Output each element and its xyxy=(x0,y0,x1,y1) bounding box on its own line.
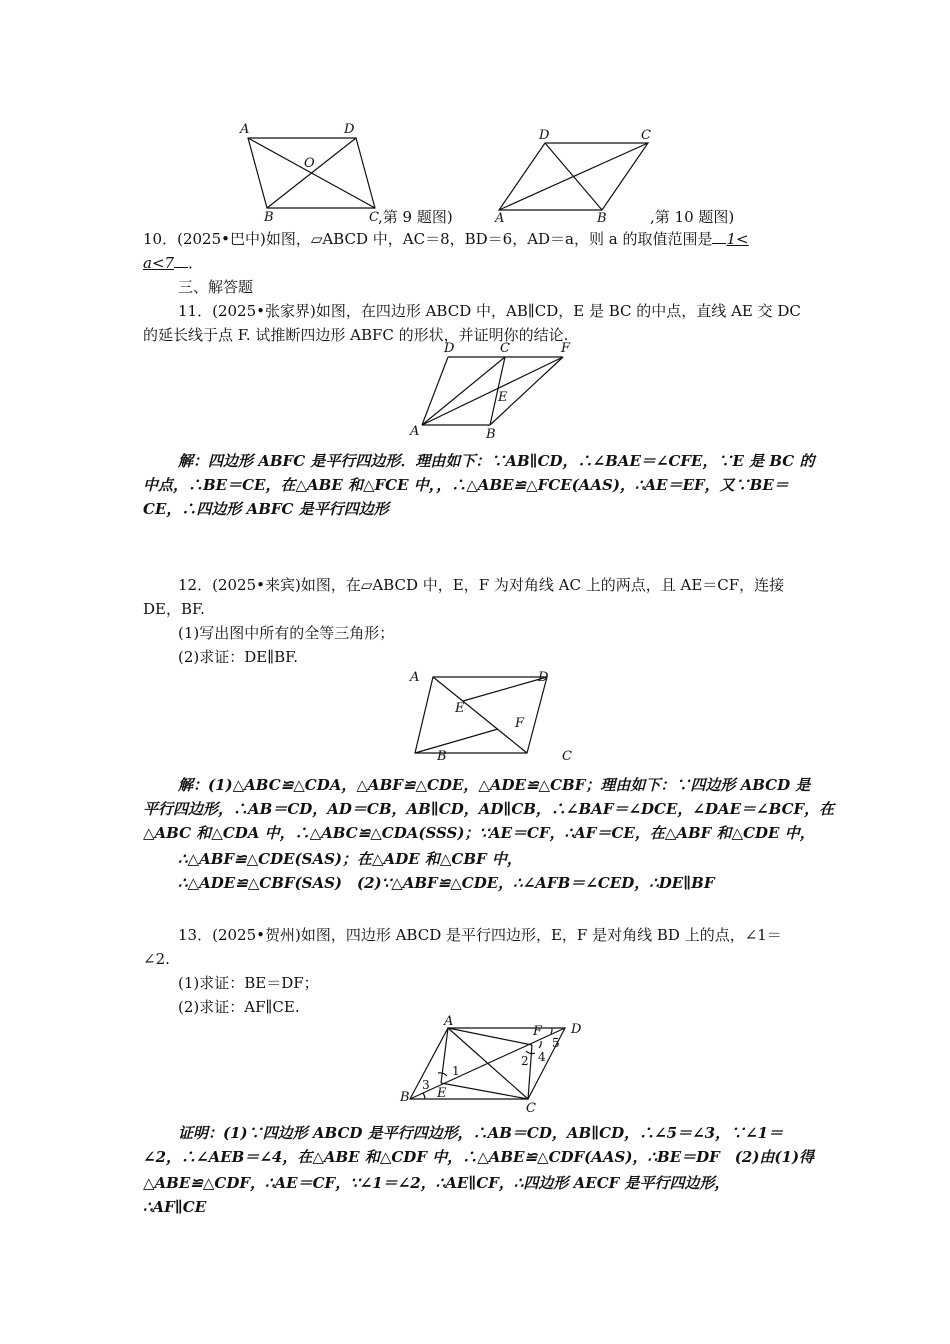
q10-text: 10．(2025•巴中)如图，▱ABCD 中，AC＝8，BD＝6，AD＝a，则 a 的取值范围是 xyxy=(143,230,713,248)
figure-11 xyxy=(405,340,585,445)
q12-line1: 12．(2025•来宾)如图，在▱ABCD 中，E，F 为对角线 AC 上的两点，且 AE＝CF，连接 xyxy=(178,576,785,594)
q10-line1 xyxy=(143,228,808,250)
q10-answer-2: a<7 xyxy=(143,254,175,272)
label-A: A xyxy=(495,211,505,226)
section-heading: 三、解答题 xyxy=(178,278,254,296)
q13-line2: ∠2. xyxy=(143,950,170,968)
angle-3: 3 xyxy=(422,1078,430,1092)
q13-solution-2: ∠2，∴∠AEB＝∠4，在△ABE 和△CDF 中，∴△ABE≌△CDF(AAS)，∴BE＝DF (2)由(1)得 xyxy=(143,1148,815,1166)
label-C: C xyxy=(526,1101,536,1116)
label-B: B xyxy=(400,1090,410,1105)
q13-solution-3: △ABE≌△CDF，∴AE＝CF，∵∠1＝∠2，∴AE∥CF，∴四边形 AECF 是平行四边形， xyxy=(143,1174,730,1192)
q11-solution-3: CE，∴四边形 ABFC 是平行四边形 xyxy=(143,500,389,518)
label-D: D xyxy=(571,1022,582,1037)
figure-13 xyxy=(395,1015,595,1115)
q13-part1: (1)求证：BE＝DF； xyxy=(178,974,319,992)
angle-5: 5 xyxy=(552,1036,560,1050)
q12-line2: DE，BF. xyxy=(143,600,205,618)
label-B: B xyxy=(597,211,607,226)
label-A: A xyxy=(240,122,250,137)
label-C: C xyxy=(562,749,572,764)
q10-line2 xyxy=(143,252,808,274)
q10-end: ． xyxy=(188,254,204,272)
angle-4: 4 xyxy=(538,1050,546,1064)
q12-solution-2: 平行四边形，∴AB＝CD，AD＝CB，AB∥CD，AD∥CB，∴∠BAF＝∠DCE，∠DAE＝∠BCF，在 xyxy=(143,800,835,818)
label-D: D xyxy=(539,128,550,143)
label-D: D xyxy=(344,122,355,137)
q12-part2: (2)求证：DE∥BF. xyxy=(178,648,299,666)
label-E: E xyxy=(455,701,465,716)
q11-line1: 11．(2025•张家界)如图，在四边形 ABCD 中，AB∥CD，E 是 BC 的中点，直线 AE 交 DC xyxy=(178,302,801,320)
label-O: O xyxy=(304,156,315,171)
q13-line1: 13．(2025•贺州)如图，四边形 ABCD 是平行四边形，E，F 是对角线 BD 上的点，∠1＝ xyxy=(178,926,782,944)
label-C: C xyxy=(500,341,510,356)
label-C: C xyxy=(641,128,651,143)
q13-solution-1: 证明：(1)∵四边形 ABCD 是平行四边形，∴AB＝CD，AB∥CD，∴∠5＝∠3，∵∠1＝ xyxy=(178,1124,784,1142)
label-F: F xyxy=(561,341,571,356)
q12-part1: (1)写出图中所有的全等三角形； xyxy=(178,624,395,642)
label-B: B xyxy=(486,427,496,442)
q10-answer-1: 1< xyxy=(726,230,749,248)
q13-solution-4: ∴AF∥CE xyxy=(143,1198,207,1216)
q11-line2: 的延长线于点 F. 试推断四边形 ABFC 的形状，并证明你的结论. xyxy=(143,326,569,344)
angle-2: 2 xyxy=(521,1054,529,1068)
figure-10-caption: ,第 10 题图) xyxy=(650,208,735,226)
q12-solution-1: 解：(1)△ABC≌△CDA，△ABF≌△CDE，△ADE≌△CBF；理由如下：∵四边形 ABCD 是 xyxy=(178,776,811,794)
label-A: A xyxy=(444,1014,454,1029)
figure-10 xyxy=(495,125,665,230)
q11-solution-1: 解：四边形 ABFC 是平行四边形．理由如下：∵AB∥CD，∴∠BAE＝∠CFE，∵E 是 BC 的 xyxy=(178,452,815,470)
q11-solution-2: 中点，∴BE＝CE，在△ABE 和△FCE 中，，∴△ABE≌△FCE(AAS)，∴AE＝EF，又∵BE＝ xyxy=(143,476,789,494)
label-B: B xyxy=(437,749,447,764)
angle-1: 1 xyxy=(452,1064,460,1078)
label-D: D xyxy=(444,341,455,356)
label-C: C xyxy=(369,210,379,225)
q13-part2: (2)求证：AF∥CE. xyxy=(178,998,300,1016)
label-A: A xyxy=(410,424,420,439)
label-D: D xyxy=(538,670,549,685)
q12-solution-5: ∴△ADE≌△CBF(SAS) (2)∵△ABF≌△CDE，∴∠AFB＝∠CED，∴DE∥BF xyxy=(178,874,715,892)
figure-12 xyxy=(405,667,585,767)
figure-9-caption: ,第 9 题图) xyxy=(378,208,453,226)
label-E: E xyxy=(498,390,508,405)
label-A: A xyxy=(410,670,420,685)
label-E: E xyxy=(437,1086,447,1101)
label-F: F xyxy=(533,1024,543,1039)
q12-solution-4: ∴△ABF≌△CDE(SAS)；在△ADE 和△CBF 中， xyxy=(178,850,522,868)
q12-solution-3: △ABC 和△CDA 中，∴△ABC≌△CDA(SSS)；∵AE＝CF，∴AF＝CE，在△ABF 和△CDE 中， xyxy=(143,824,815,842)
label-F: F xyxy=(515,716,525,731)
label-B: B xyxy=(264,210,274,225)
